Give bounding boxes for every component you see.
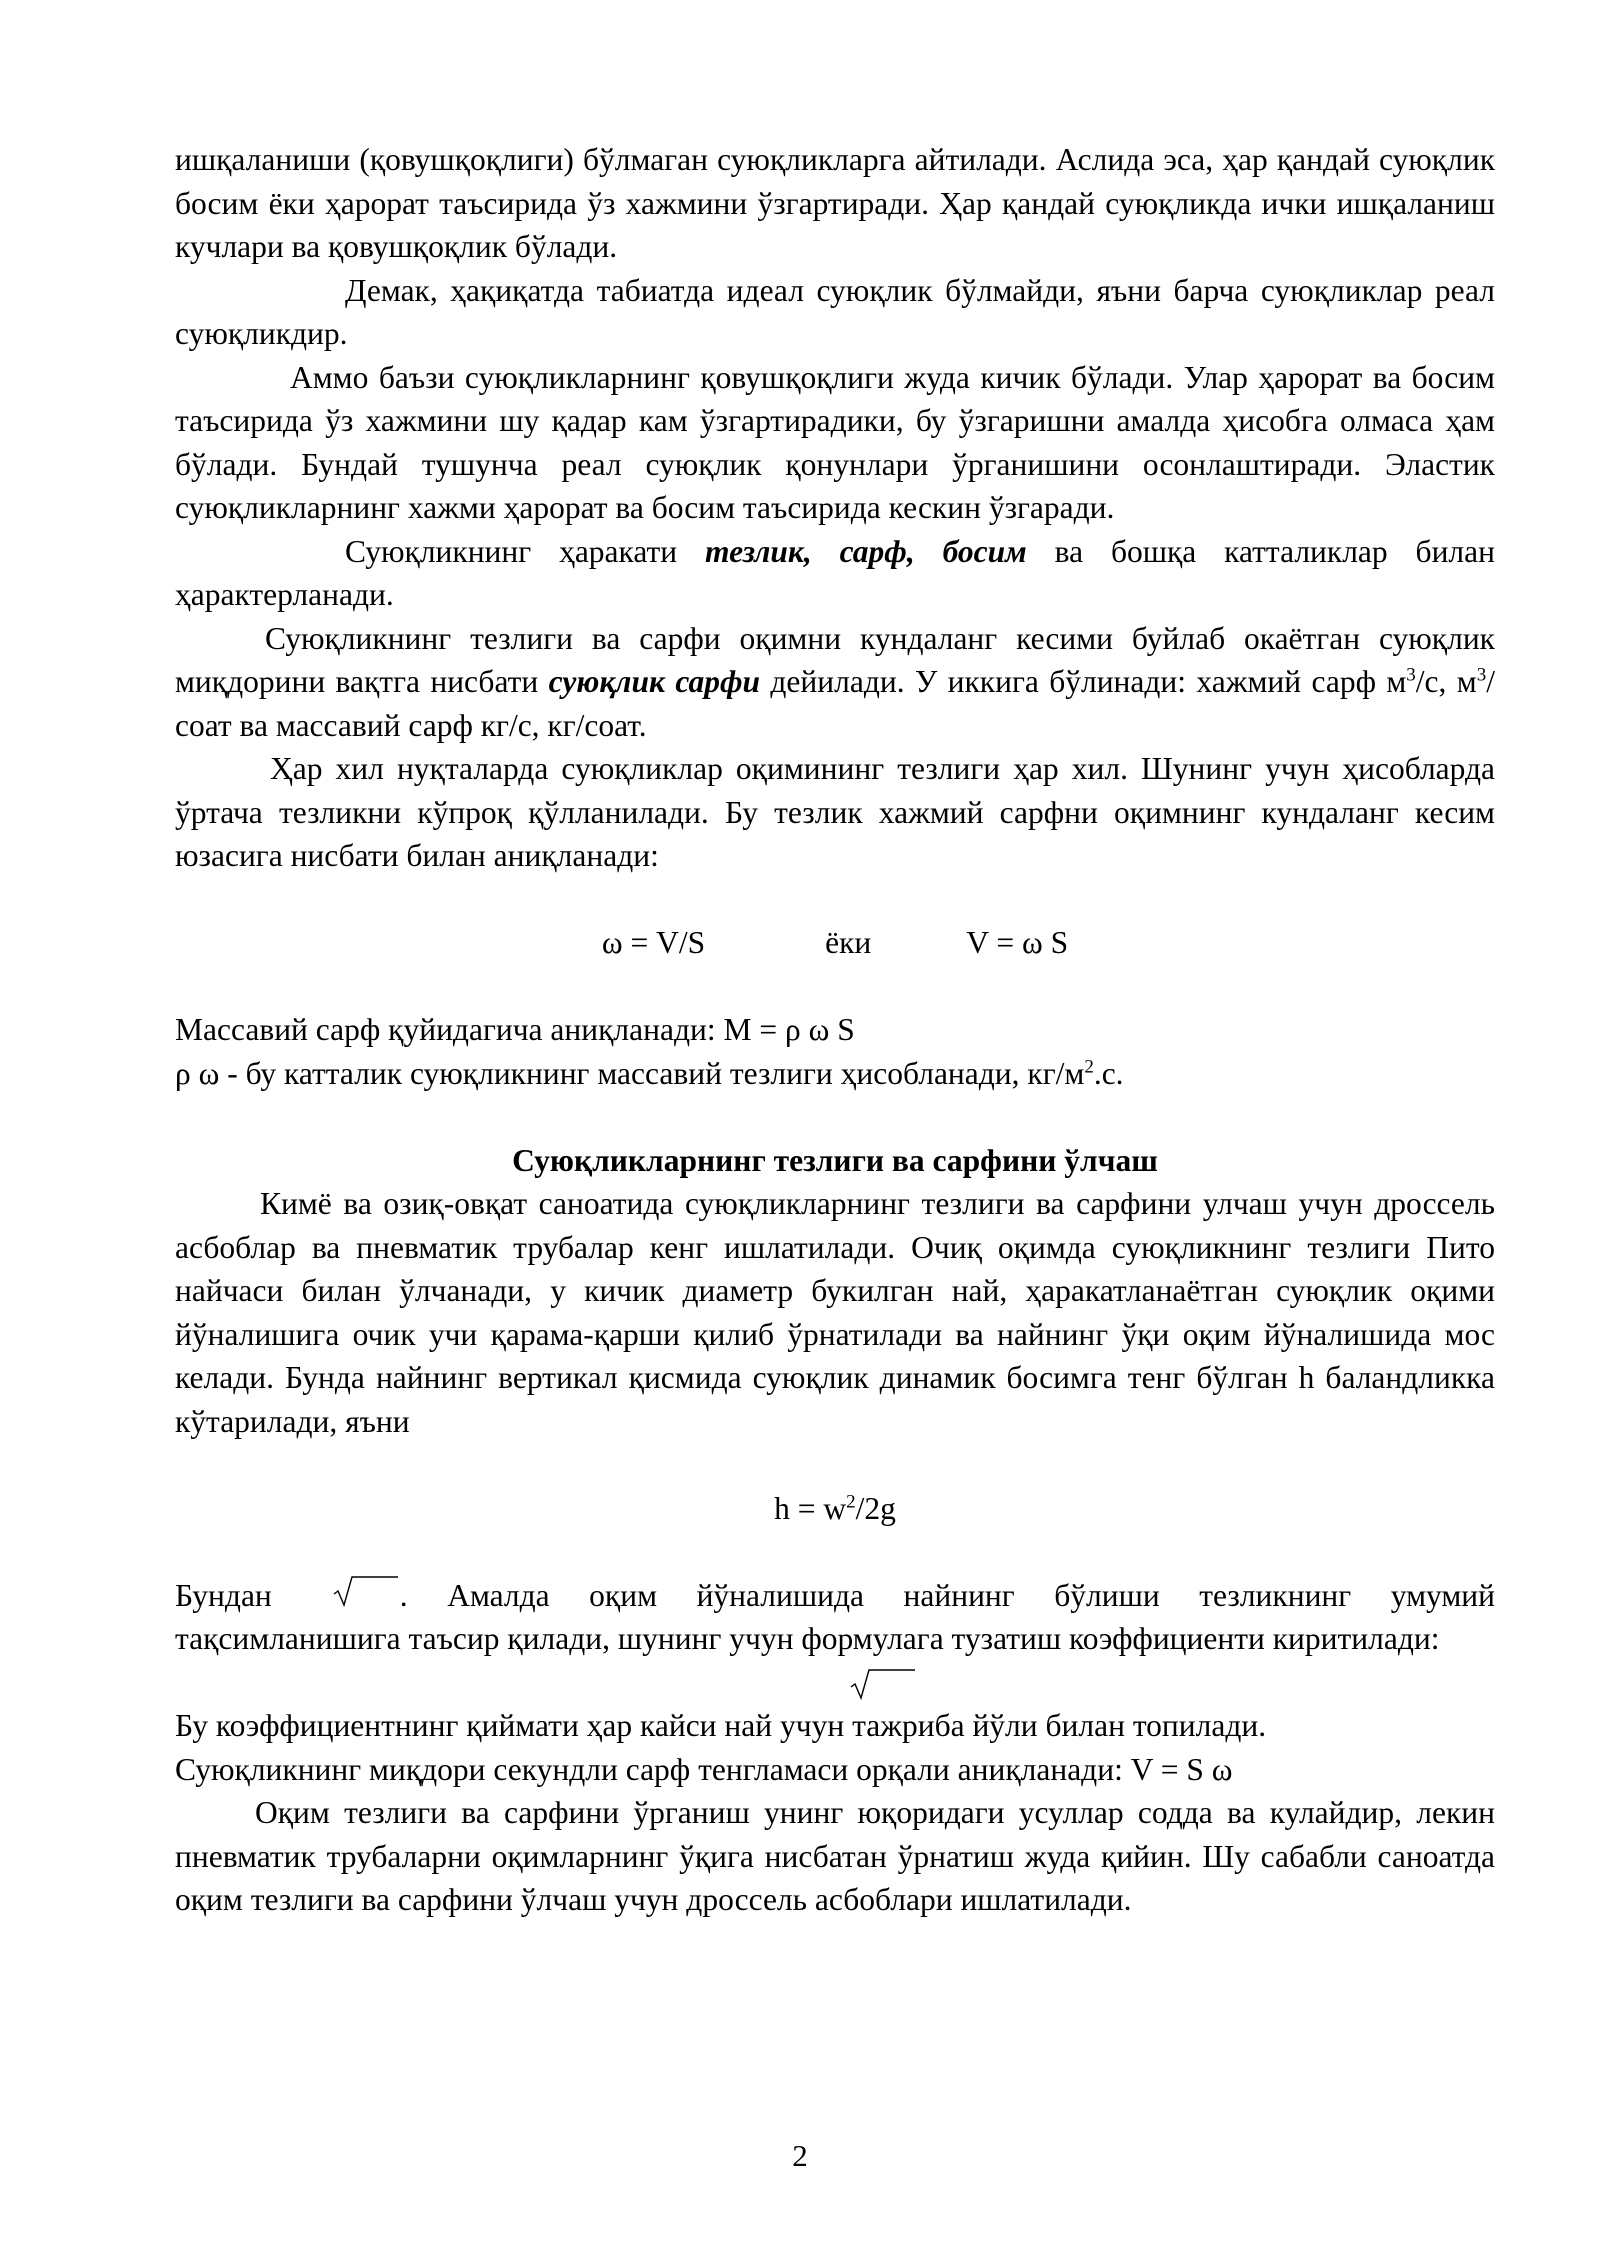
paragraph-3: Аммо баъзи суюқликларнинг қовушқоқлиги жуда кичик бўлади. Улар ҳарорат ва босим таъсирида ўз хажмини шу қадар кам ўзгартирадики, бу ўзгаришни амалда ҳисобга олмаса ҳам бўлади. Бундай тушунча реал суюқлик қонунлари ўрганишини осонлаштиради. Эластик суюқликларнинг хажми ҳарорат ва босим таъсирида кескин ўзгаради.: [175, 359, 1495, 525]
page-number: 2: [792, 2138, 808, 2173]
mass-velocity-text-b: .с.: [1093, 1055, 1124, 1091]
paragraph-8-text-b: . Амалда оқим йўналишида найнинг бўлиши тезликнинг умумий тақсимланишига таъсир қилади, шунинг учун формулага тузатиш коэффициенти киритилади:: [175, 1577, 1495, 1656]
paragraph-9: Бу коэффициентнинг қиймати ҳар кайси най учун тажриба йўли билан топилади.: [175, 1708, 1267, 1743]
correction-formula: [175, 1661, 1495, 1705]
paragraph-11: Оқим тезлиги ва сарфини ўрганиш унинг юқоридаги усуллар содда ва кулайдир, лекин пневматик трубаларни оқимларнинг ўқига нисбатан ўрнатиш жуда қийин. Шу сабабли саноатда оқим тезлиги ва сарфини ўлчаш учун дроссель асбоблари ишлатилади.: [175, 1795, 1495, 1917]
document-page: [175, 138, 1495, 1922]
pitot-formula-superscript: 2: [846, 1491, 856, 1512]
mass-velocity-text-a: ρ ω - бу катталик суюқликнинг массавий тезлиги ҳисобланади, кг/м: [175, 1055, 1085, 1091]
pitot-formula-b: /2g: [855, 1490, 896, 1526]
paragraph-1: ишқаланиши (қовушқоқлиги) бўлмаган суюқликларга айтилади. Аслида эса, ҳар қандай суюқлик босим ёки ҳарорат таъсирида ўз хажмини ўзгартиради. Ҳар қандай суюқликда ички ишқаланиш кучлари ва қовушқоқлик бўлади.: [175, 142, 1495, 264]
paragraph-5-text-d: /соат ва массавий сарф кг/с, кг/соат.: [175, 664, 1495, 743]
paragraph-6: Ҳар хил нуқталарда суюқликлар оқимининг тезлиги ҳар хил. Шунинг учун ҳисобларда ўртача тезликни кўпроқ қўлланилади. Бу тезлик хажмий сарфни оқимнинг кундаланг кесим юзасига нисбати билан аниқланади:: [175, 751, 1495, 873]
paragraph-2: Демак, ҳақиқатда табиатда идеал суюқлик бўлмайди, яъни барча суюқликлар реал суюқликдир.: [175, 272, 1495, 351]
paragraph-4-text-b: ва бошқа катталиклар билан ҳарактерланади.: [175, 533, 1495, 612]
paragraph-4-text-a: Суюқликнинг ҳаракати: [345, 533, 706, 569]
paragraph-5: [175, 617, 1495, 748]
formula-omega: ω = V/S: [601, 925, 706, 960]
paragraph-4: [175, 530, 1495, 617]
paragraph-5-superscript-2: 3: [1476, 664, 1487, 686]
square-root-symbol: [332, 1574, 400, 1608]
formula-volume: V = ω S: [966, 925, 1069, 960]
pitot-formula-a: h = w: [774, 1490, 847, 1526]
paragraph-5-superscript-1: 3: [1406, 664, 1416, 686]
formula-or: ёки: [825, 925, 872, 960]
mass-flow-line: Массавий сарф қуйидагича аниқланади: М = ρ ω S: [175, 1012, 855, 1047]
paragraph-4-emphasis: тезлик, сарф, босим: [705, 533, 1027, 569]
pitot-formula: [175, 1487, 1495, 1531]
velocity-formula: [175, 921, 1495, 965]
paragraph-5-text-a: Суюқликнинг тезлиги ва сарфи оқимни кундаланг кесими буйлаб окаётган суюқлик миқдорини вақтга нисбати: [175, 620, 1495, 699]
mass-velocity-superscript: 2: [1084, 1056, 1094, 1077]
paragraph-5-emphasis: суюқлик сарфи: [548, 664, 761, 699]
paragraph-8: [175, 1574, 1495, 1661]
square-root-symbol-2: [849, 1667, 917, 1701]
paragraph-5-text-b: дейилади. У иккига бўлинади: хажмий сарф м: [760, 664, 1407, 699]
mass-velocity-line: [175, 1052, 1495, 1096]
paragraph-10: Суюқликнинг миқдори секундли сарф тенгламаси орқали аниқланади: V = S ω: [175, 1751, 1233, 1787]
paragraph-5-text-c: /с, м: [1415, 664, 1477, 699]
paragraph-8-text-a: Бундан: [175, 1577, 272, 1613]
paragraph-7: Кимё ва озиқ-овқат саноатида суюқликларнинг тезлиги ва сарфини улчаш учун дроссель асбоблар ва пневматик трубалар кенг ишлатилади. Очиқ оқимда суюқликнинг тезлиги Пито найчаси билан ўлчанади, у кичик диаметр букилган най, ҳаракатланаётган суюқлик оқими йўналишига очик учи қарама-қарши қилиб ўрнатилади ва найнинг ўқи оқим йўналишида мос келади. Бунда найнинг вертикал қисмида суюқлик динамик босимга тенг бўлган h баландликка кўтарилади, яъни: [175, 1186, 1495, 1439]
section-title: Суюқликларнинг тезлиги ва сарфини ўлчаш: [512, 1142, 1158, 1178]
